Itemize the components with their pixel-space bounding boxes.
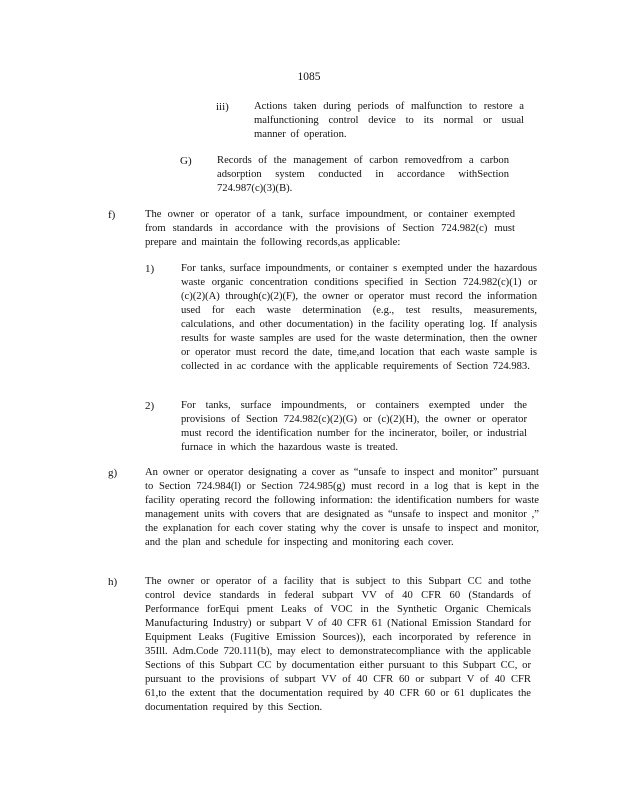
item-label: iii)	[216, 101, 229, 113]
item-text: An owner or operator designating a cover as “unsafe to inspect and monitor” pursuant to Section 724.984(l) or Section 724.985(g) must record in a log that is kept in the facility operating record the following information: the identification numbers for waste management units with covers that are designated as “unsafe to inspect and monitor ,” the explanation for each cover stating why the cover is unsafe to inspect and monitor, and the plan and schedule for inspecting and monitoring each cover.	[145, 467, 539, 548]
item-label: g)	[108, 467, 118, 479]
item-text: For tanks, surface impoundments, or container s exempted under the hazardous waste organic concentration conditions specified in Section 724.982(c)(1) or (c)(2)(A) through(c)(2)(F), the owner or operator must record the information used for each waste determination (e.g., test results, measurements, calculations, and other documentation) in the facility operating log. If analysis results for waste samples are used for the waste determination, then the owner or operator must record the date, time,and location that each waste sample is collected in ac cordance with the applicable requirements of Section 724.983.	[181, 263, 537, 372]
item-text: Actions taken during periods of malfunction to restore a malfunctioning control device to its normal or usual manner of operation.	[254, 101, 524, 140]
item-label: 2)	[145, 400, 155, 412]
item-text: For tanks, surface impoundments, or containers exempted under the provisions of Section 724.982(c)(2)(G) or (c)(2)(H), the owner or operator must record the identification number for the incinerator, boiler, or industrial furnace in which the hazardous waste is treated.	[181, 400, 527, 453]
item-label: f)	[108, 209, 116, 221]
page-number: 1085	[297, 71, 321, 83]
item-text: Records of the management of carbon removedfrom a carbon adsorption system conducted in accordance withSection 724.987(c)(3)(B).	[217, 155, 509, 194]
item-label: h)	[108, 576, 118, 588]
item-text: The owner or operator of a tank, surface impoundment, or container exempted from standards in accordance with the provisions of Section 724.982(c) must prepare and maintain the following records,as applicable:	[145, 209, 515, 248]
item-text: The owner or operator of a facility that is subject to this Subpart CC and tothe control device standards in federal subpart VV of 40 CFR 60 (Standards of Performance forEqui pment Leaks of VOC in the Synthetic Organic Chemicals Manufacturing Industry) or subpart V of 40 CFR 61 (National Emission Standard for Equipment Leaks (Fugitive Emission Sources)), each incorporated by reference in 35Ill. Adm.Code 720.111(b), may elect to demonstratecompliance with the applicable Sections of this Subpart CC by documentation either pursuant to this Subpart CC, or pursuant to the provisions of subpart VV of 40 CFR 60 or subpart V of 40 CFR 61,to the extent that the documentation required by 40 CFR 60 or 61 duplicates the documentation required by this Section.	[145, 576, 531, 713]
item-label: 1)	[145, 263, 155, 275]
item-label: G)	[180, 155, 192, 167]
